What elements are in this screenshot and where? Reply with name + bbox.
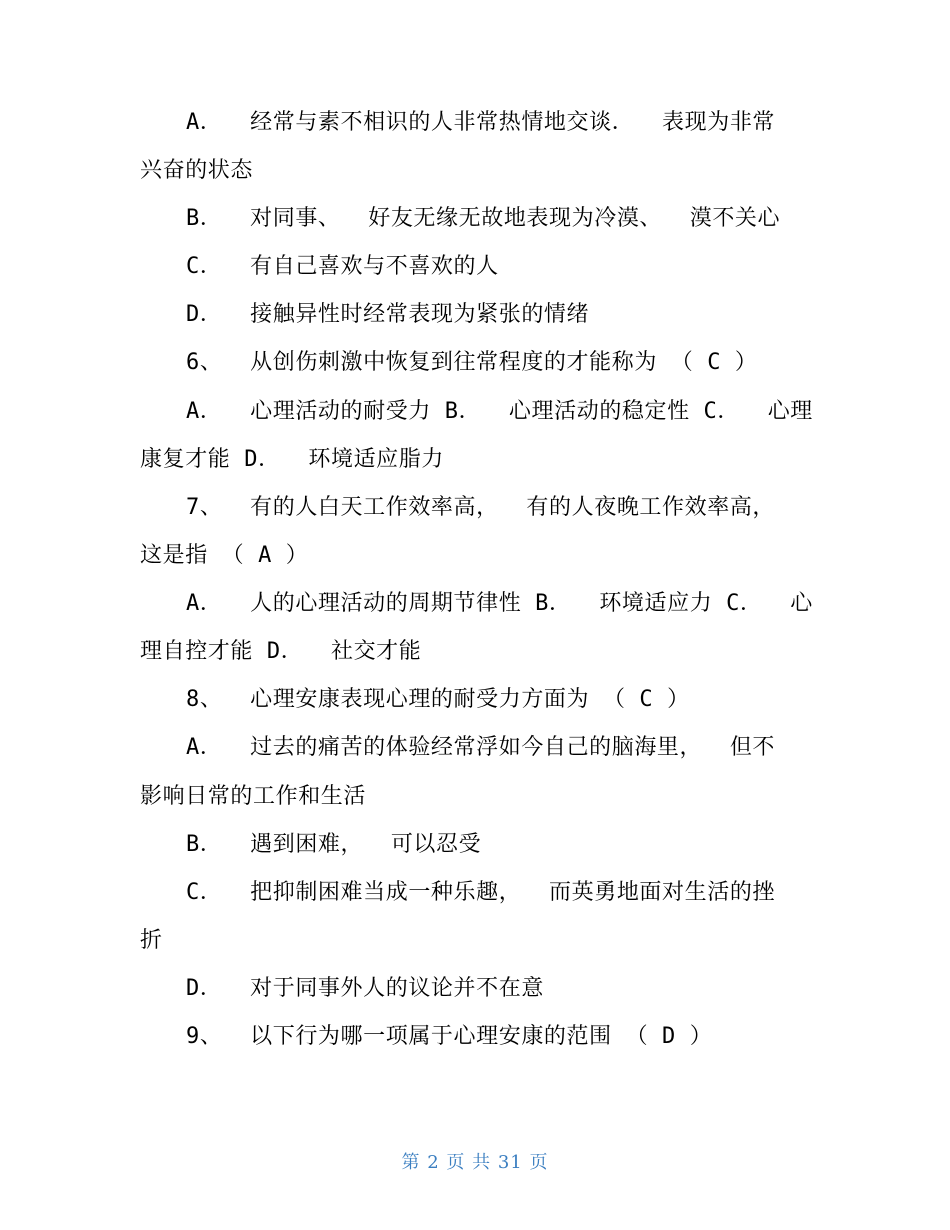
text-line: A． 经常与素不相识的人非常热情地交谈． 表现为非常 xyxy=(186,110,776,135)
text-line: A． 过去的痛苦的体验经常浮如今自己的脑海里， 但不 xyxy=(186,735,776,760)
text-line: C． 有自己喜欢与不喜欢的人 xyxy=(186,254,499,279)
text-line: 理自控才能 D． 社交才能 xyxy=(140,639,422,664)
text-line: 兴奋的状态 xyxy=(140,158,254,183)
text-line: A． 人的心理活动的周期节律性 B． 环境适应力 C． 心 xyxy=(186,591,813,616)
question-line: 6、 从创伤刺激中恢复到往常程度的才能称为 （ C ） xyxy=(186,350,758,375)
question-line: 8、 心理安康表现心理的耐受力方面为 （ C ） xyxy=(186,687,690,712)
text-line: D． 对于同事外人的议论并不在意 xyxy=(186,976,544,1001)
text-line: 折 xyxy=(140,928,163,953)
text-line: C． 把抑制困难当成一种乐趣， 而英勇地面对生活的挫 xyxy=(186,880,776,905)
text-line: 影响日常的工作和生活 xyxy=(140,784,367,809)
question-line: 9、 以下行为哪一项属于心理安康的范围 （ D ） xyxy=(186,1024,713,1049)
text-line: A． 心理活动的耐受力 B． 心理活动的稳定性 C． 心理 xyxy=(186,399,813,424)
text-line: 康复才能 D． 环境适应脂力 xyxy=(140,447,444,472)
text-line: D． 接触异性时经常表现为紧张的情绪 xyxy=(186,302,590,327)
page-number-footer: 第 2 页 共 31 页 xyxy=(401,1152,549,1173)
text-line: 这是指 （ A ） xyxy=(140,543,309,568)
text-line: B． 对同事、 好友无缘无故地表现为冷漠、 漠不关心 xyxy=(186,206,781,231)
text-line: B． 遇到困难， 可以忍受 xyxy=(186,832,482,857)
question-line: 7、 有的人白天工作效率高， 有的人夜晚工作效率高， xyxy=(186,495,776,520)
